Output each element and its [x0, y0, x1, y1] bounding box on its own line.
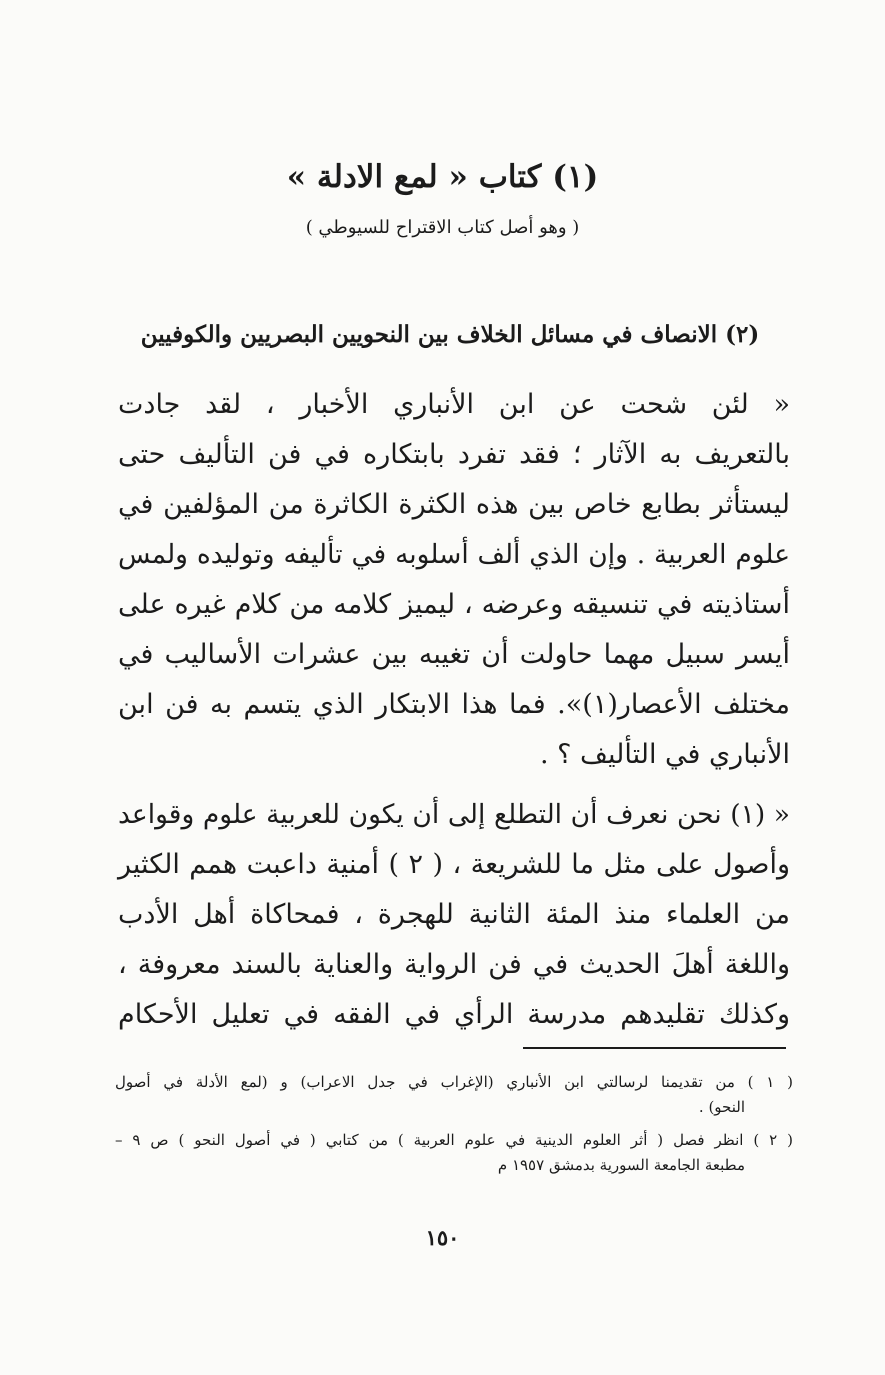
text-line: أيسر سبيل مهما حاولت أن تغيبه بين عشرات الأساليب في [118, 639, 790, 670]
text-line: « (١) نحن نعرف أن التطلع إلى أن يكون للعربية علوم وقواعد [118, 799, 790, 830]
text-line: « لئن شحت عن ابن الأنباري الأخبار ، لقد جادت [118, 389, 790, 420]
text-line: من العلماء منذ المئة الثانية للهجرة ، فمحاكاة أهل الأدب [118, 899, 790, 930]
section-heading-2: (٢) الانصاف في مسائل الخلاف بين النحويين البصريين والكوفيين [140, 321, 760, 348]
section-heading-1: (١) كتاب « لمع الادلة » [286, 159, 599, 195]
text-line: واللغة أهلَ الحديث في فن الرواية والعناية بالسند معروفة ، [118, 949, 790, 980]
text-line: علوم العربية . وإن الذي ألف أسلوبه في تأليفه وتوليده ولمس [118, 539, 790, 570]
text-line: مختلف الأعصار(١)». فما هذا الابتكار الذي يتسم به فن ابن [118, 689, 790, 720]
footnote-1-line: ( ١ ) من تقديمنا لرسالتي ابن الأنباري (الإغراب في جدل الاعراب) و (لمع الأدلة في أصول [115, 1073, 793, 1091]
text-line: وكذلك تقليدهم مدرسة الرأي في الفقه في تعليل الأحكام [118, 999, 790, 1030]
text-line: وأصول على مثل ما للشريعة ، ( ٢ ) أمنية داعبت همم الكثير [118, 849, 790, 880]
section-heading-1-note: ( وهو أصل كتاب الاقتراح للسيوطي ) [305, 217, 580, 238]
body-paragraph-2 [118, 790, 790, 1040]
footnote-1-line: النحو) . [698, 1098, 745, 1116]
text-line: الأنباري في التأليف ؟ . [539, 739, 790, 770]
footnote-2-line: مطبعة الجامعة السورية بدمشق ١٩٥٧ م [497, 1156, 745, 1174]
footnote-2-line: ( ٢ ) انظر فصل ( أثر العلوم الدينية في علوم العربية ) من كتابي ( في أصول النحو ) ص ٩ – [115, 1131, 793, 1149]
page-number: ١٥٠ [425, 1225, 460, 1250]
text-line: بالتعريف به الآثار ؛ فقد تفرد بابتكاره في فن التأليف حتى [118, 439, 790, 470]
text-line: ليستأثر بطابع خاص بين هذه الكثرة الكاثرة من المؤلفين في [118, 489, 790, 520]
footnotes [115, 1070, 793, 1178]
footnote-divider [523, 1047, 786, 1049]
text-line: أستاذيته في تنسيقه وعرضه ، ليميز كلامه من كلام غيره على [118, 589, 790, 620]
body-paragraph-1 [118, 380, 790, 780]
